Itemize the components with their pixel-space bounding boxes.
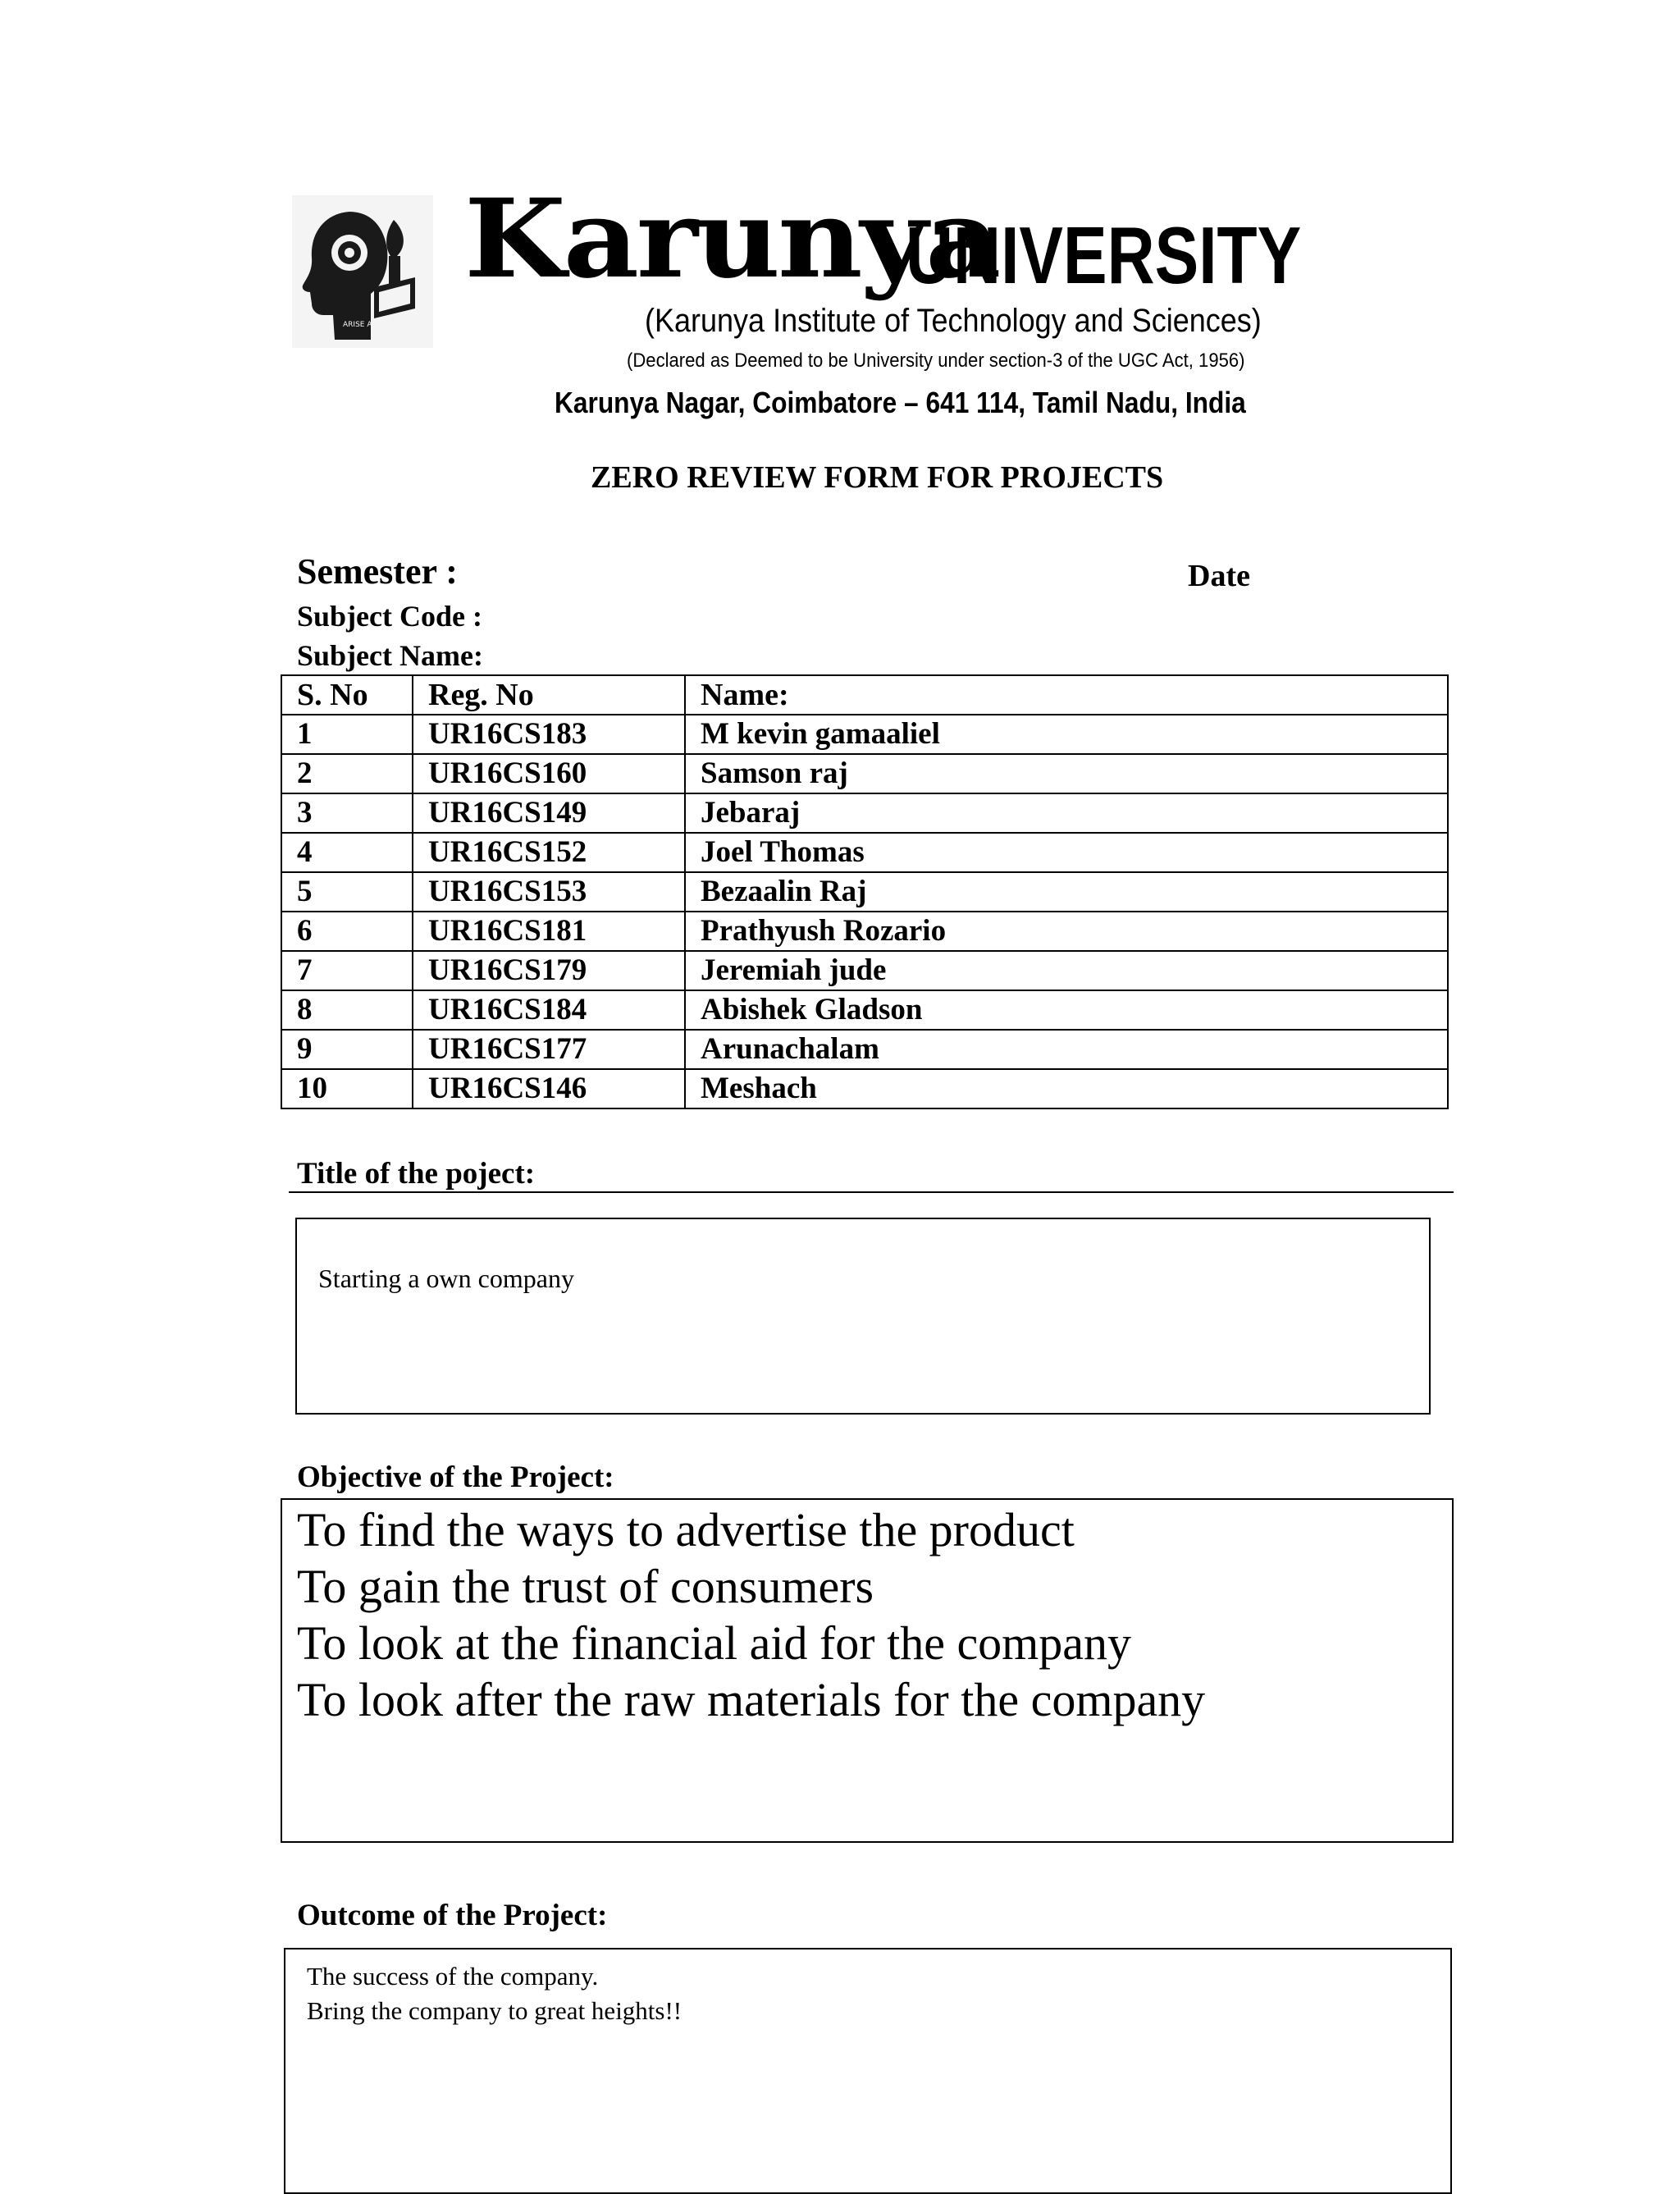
cell-sno: 3 [281,793,413,833]
cell-regno: UR16CS146 [413,1069,685,1108]
cell-sno: 2 [281,754,413,793]
outcome-box [284,1948,1452,2194]
objective-box [281,1498,1454,1843]
cell-name: Samson raj [685,754,1448,793]
objective-item: To gain the trust of consumers [297,1560,874,1613]
column-header-regno: Reg. No [413,675,685,715]
cell-regno: UR16CS183 [413,715,685,754]
objective-item: To look at the financial aid for the company [297,1616,1132,1670]
table-row [281,1030,1448,1069]
table-row [281,715,1448,754]
cell-name: Bezaalin Raj [685,872,1448,912]
cell-regno: UR16CS179 [413,951,685,990]
logo-motto: ARISE AND SHINE [343,321,409,329]
table-row [281,951,1448,990]
outcome-item: Bring the company to great heights!! [307,1996,682,2025]
semester-label: Semester : [297,551,458,592]
declared-note: (Declared as Deemed to be University under section-3 of the UGC Act, 1956) [627,350,1245,372]
cell-regno: UR16CS153 [413,872,685,912]
students-table [281,674,1449,1109]
cell-regno: UR16CS160 [413,754,685,793]
cell-sno: 9 [281,1030,413,1069]
column-header-sno: S. No [281,675,413,715]
table-row [281,912,1448,951]
cell-sno: 5 [281,872,413,912]
cell-name: Meshach [685,1069,1448,1108]
cell-name: Jebaraj [685,793,1448,833]
column-header-name: Name: [685,675,1448,715]
table-row [281,833,1448,872]
subject-name-label: Subject Name: [297,639,483,672]
cell-name: Joel Thomas [685,833,1448,872]
objective-list [297,1502,1205,1728]
project-title-value: Starting a own company [318,1264,574,1293]
table-header-row [281,675,1448,715]
table-row [281,754,1448,793]
cell-regno: UR16CS149 [413,793,685,833]
project-title-label: Title of the poject: [297,1157,536,1191]
table-row [281,990,1448,1030]
university-logo-emblem [292,195,433,348]
cell-regno: UR16CS184 [413,990,685,1030]
cell-sno: 6 [281,912,413,951]
cell-sno: 8 [281,990,413,1030]
objective-item: To look after the raw materials for the company [297,1673,1206,1726]
table-row [281,1069,1448,1108]
cell-name: Abishek Gladson [685,990,1448,1030]
cell-sno: 4 [281,833,413,872]
objective-label: Objective of the Project: [297,1460,614,1494]
section-divider [289,1191,1454,1193]
institute-full-name: (Karunya Institute of Technology and Sciences) [645,303,1262,339]
table-row [281,793,1448,833]
outcome-item: The success of the company. [307,1962,599,1991]
cell-regno: UR16CS181 [413,912,685,951]
subject-code-label: Subject Code : [297,600,482,633]
project-title-box [295,1218,1431,1415]
cell-regno: UR16CS152 [413,833,685,872]
outcome-label: Outcome of the Project: [297,1899,608,1932]
cell-sno: 7 [281,951,413,990]
form-title: ZERO REVIEW FORM FOR PROJECTS [591,460,1164,495]
cell-name: Arunachalam [685,1030,1448,1069]
cell-regno: UR16CS177 [413,1030,685,1069]
cell-name: Prathyush Rozario [685,912,1448,951]
cell-name: M kevin gamaaliel [685,715,1448,754]
outcome-list [307,1959,682,2028]
university-address: Karunya Nagar, Coimbatore – 641 114, Tamil Nadu, India [555,386,1246,419]
university-word: UNIVERSITY [906,210,1302,300]
logo-wordmark: Karunya [464,176,999,303]
objective-item: To find the ways to advertise the product [297,1503,1075,1556]
cell-sno: 10 [281,1069,413,1108]
cell-name: Jeremiah jude [685,951,1448,990]
table-row [281,872,1448,912]
date-label: Date [1188,559,1250,593]
cell-sno: 1 [281,715,413,754]
